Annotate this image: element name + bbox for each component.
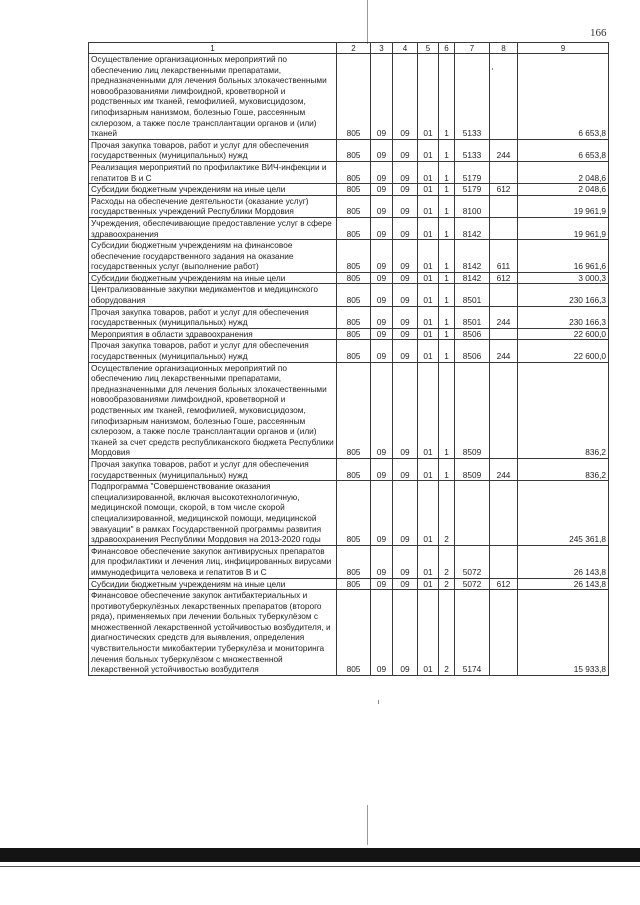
subsection-code-cell: 09: [393, 306, 418, 328]
amount-cell: 19 961,9: [518, 217, 609, 239]
amount-cell: 6 653,8: [518, 54, 609, 140]
table-row: [89, 195, 609, 217]
table-row: [89, 161, 609, 183]
ministry-code-cell: 805: [337, 217, 371, 239]
scan-edge-bar: [0, 848, 640, 862]
subsection-code-cell: 09: [393, 590, 418, 676]
amount-cell: 19 961,9: [518, 195, 609, 217]
section-code-cell: 09: [371, 458, 393, 480]
program-code-cell: 01: [418, 284, 439, 306]
subsection-code-cell: 09: [393, 328, 418, 340]
subprogram-code-cell: 1: [439, 272, 455, 284]
section-code-cell: 09: [371, 272, 393, 284]
target-article-code-cell: 5072: [455, 545, 490, 578]
target-article-code-cell: 8501: [455, 306, 490, 328]
section-code-cell: 09: [371, 306, 393, 328]
program-code-cell: 01: [418, 545, 439, 578]
subsection-code-cell: 09: [393, 340, 418, 362]
expense-type-code-cell: 612: [490, 272, 518, 284]
subprogram-code-cell: 1: [439, 161, 455, 183]
subsection-code-cell: 09: [393, 362, 418, 458]
header-cell: 5: [418, 43, 439, 54]
program-code-cell: 01: [418, 306, 439, 328]
table-row: [89, 240, 609, 273]
amount-cell: 6 653,8: [518, 139, 609, 161]
section-code-cell: 09: [371, 217, 393, 239]
program-code-cell: 01: [418, 458, 439, 480]
row-name-cell: Прочая закупка товаров, работ и услуг для обеспечения государственных (муниципальных) нужд: [89, 139, 337, 161]
ministry-code-cell: 805: [337, 458, 371, 480]
program-code-cell: 01: [418, 328, 439, 340]
row-name-cell: Осуществление организационных мероприятий по обеспечению лиц лекарственными препаратами, предназначенными для лечения больных злокачественными новообразованиями лимфоидной, кроветворной и родственных им тканей, гемофилией, муковисцидозом, гипофизарным нанизмом, болезнью Гоше, рассеянным склерозом, а также после трансплантации органов и (или) тканей за счет средств республиканского бюджета Республики Мордовия: [89, 362, 337, 458]
row-name-cell: Субсидии бюджетным учреждениям на иные цели: [89, 272, 337, 284]
subsection-code-cell: 09: [393, 240, 418, 273]
row-name-cell: Прочая закупка товаров, работ и услуг для обеспечения государственных (муниципальных) нужд: [89, 340, 337, 362]
subprogram-code-cell: 1: [439, 217, 455, 239]
expense-type-code-cell: [490, 328, 518, 340]
table-row: [89, 590, 609, 676]
subprogram-code-cell: 1: [439, 54, 455, 140]
table-row: [89, 272, 609, 284]
table-row: [89, 340, 609, 362]
table-body: [89, 54, 609, 676]
row-name-cell: Учреждения, обеспечивающие предоставление услуг в сфере здравоохранения: [89, 217, 337, 239]
ministry-code-cell: 805: [337, 240, 371, 273]
subsection-code-cell: 09: [393, 184, 418, 196]
expense-type-code-cell: 244: [490, 340, 518, 362]
fold-line-top: [367, 0, 368, 44]
subprogram-code-cell: 1: [439, 240, 455, 273]
amount-cell: 26 143,8: [518, 578, 609, 590]
header-cell: 8: [490, 43, 518, 54]
expense-type-code-cell: [490, 481, 518, 546]
row-name-cell: Централизованные закупки медикаментов и медицинского оборудования: [89, 284, 337, 306]
section-code-cell: 09: [371, 545, 393, 578]
ministry-code-cell: 805: [337, 306, 371, 328]
target-article-code-cell: 8142: [455, 217, 490, 239]
subprogram-code-cell: 1: [439, 139, 455, 161]
subprogram-code-cell: 1: [439, 195, 455, 217]
target-article-code-cell: 8509: [455, 362, 490, 458]
ministry-code-cell: 805: [337, 195, 371, 217]
section-code-cell: 09: [371, 328, 393, 340]
subsection-code-cell: 09: [393, 54, 418, 140]
header-cell: 9: [518, 43, 609, 54]
header-cell: 6: [439, 43, 455, 54]
amount-cell: 836,2: [518, 362, 609, 458]
expense-type-code-cell: 612: [490, 578, 518, 590]
target-article-code-cell: 5133: [455, 54, 490, 140]
table-row: [89, 362, 609, 458]
program-code-cell: 01: [418, 54, 439, 140]
expense-type-code-cell: [490, 545, 518, 578]
section-code-cell: 09: [371, 481, 393, 546]
program-code-cell: 01: [418, 578, 439, 590]
program-code-cell: 01: [418, 362, 439, 458]
ministry-code-cell: 805: [337, 590, 371, 676]
header-cell: 3: [371, 43, 393, 54]
table-row: [89, 458, 609, 480]
subprogram-code-cell: 1: [439, 458, 455, 480]
amount-cell: 22 600,0: [518, 328, 609, 340]
expense-type-code-cell: [490, 284, 518, 306]
program-code-cell: 01: [418, 272, 439, 284]
program-code-cell: 01: [418, 161, 439, 183]
row-name-cell: Прочая закупка товаров, работ и услуг для обеспечения государственных (муниципальных) нужд: [89, 306, 337, 328]
subprogram-code-cell: 2: [439, 481, 455, 546]
ministry-code-cell: 805: [337, 481, 371, 546]
page-number: 166: [590, 27, 607, 39]
expense-type-code-cell: 244: [490, 139, 518, 161]
row-name-cell: Субсидии бюджетным учреждениям на иные цели: [89, 184, 337, 196]
amount-cell: 15 933,8: [518, 590, 609, 676]
subprogram-code-cell: 2: [439, 590, 455, 676]
ministry-code-cell: 805: [337, 328, 371, 340]
subsection-code-cell: 09: [393, 161, 418, 183]
expense-type-code-cell: 244: [490, 306, 518, 328]
row-name-cell: Реализация мероприятий по профилактике ВИЧ-инфекции и гепатитов В и С: [89, 161, 337, 183]
program-code-cell: 01: [418, 139, 439, 161]
subprogram-code-cell: 1: [439, 184, 455, 196]
row-name-cell: Субсидии бюджетным учреждениям на финансовое обеспечение государственного задания на оказание государственных услуг (выполнение работ): [89, 240, 337, 273]
header-cell: 7: [455, 43, 490, 54]
target-article-code-cell: 8506: [455, 340, 490, 362]
subprogram-code-cell: 2: [439, 545, 455, 578]
subsection-code-cell: 09: [393, 217, 418, 239]
table-row: [89, 139, 609, 161]
subprogram-code-cell: 1: [439, 306, 455, 328]
subprogram-code-cell: 1: [439, 328, 455, 340]
amount-cell: 16 961,6: [518, 240, 609, 273]
table-header-row: [89, 43, 609, 54]
target-article-code-cell: 8506: [455, 328, 490, 340]
row-name-cell: Субсидии бюджетным учреждениям на иные цели: [89, 578, 337, 590]
section-code-cell: 09: [371, 284, 393, 306]
ministry-code-cell: 805: [337, 184, 371, 196]
program-code-cell: 01: [418, 481, 439, 546]
amount-cell: 22 600,0: [518, 340, 609, 362]
section-code-cell: 09: [371, 139, 393, 161]
table-row: [89, 306, 609, 328]
program-code-cell: 01: [418, 340, 439, 362]
row-name-cell: Прочая закупка товаров, работ и услуг для обеспечения государственных (муниципальных) нужд: [89, 458, 337, 480]
expense-type-code-cell: [490, 217, 518, 239]
subprogram-code-cell: 1: [439, 284, 455, 306]
ministry-code-cell: 805: [337, 284, 371, 306]
amount-cell: 245 361,8: [518, 481, 609, 546]
section-code-cell: 09: [371, 240, 393, 273]
row-name-cell: Финансовое обеспечение закупок антибактериальных и противотуберкулёзных лекарственных препаратов (второго ряда), применяемых при лечении больных туберкулёзом с множественной лекарственной устойчивостью возбудителя, и диагностических средств для выявления, определения чувствительности микобактерии туберкулёза и мониторинга лечения больных туберкулёзом с множественной лекарственной устойчивостью возбудителя: [89, 590, 337, 676]
expense-type-code-cell: [490, 590, 518, 676]
subsection-code-cell: 09: [393, 284, 418, 306]
header-cell: 1: [89, 43, 337, 54]
target-article-code-cell: 8142: [455, 272, 490, 284]
expense-type-code-cell: [490, 195, 518, 217]
program-code-cell: 01: [418, 184, 439, 196]
subsection-code-cell: 09: [393, 481, 418, 546]
amount-cell: 2 048,6: [518, 184, 609, 196]
table-row: [89, 217, 609, 239]
amount-cell: 836,2: [518, 458, 609, 480]
subsection-code-cell: 09: [393, 458, 418, 480]
target-article-code-cell: 5133: [455, 139, 490, 161]
ministry-code-cell: 805: [337, 578, 371, 590]
ministry-code-cell: 805: [337, 545, 371, 578]
amount-cell: 230 166,3: [518, 306, 609, 328]
row-name-cell: Расходы на обеспечение деятельности (оказание услуг) государственных учреждений Республики Мордовия: [89, 195, 337, 217]
row-name-cell: Подпрограмма "Совершенствование оказания специализированной, включая высокотехнологичную, медицинской помощи, скорой, в том числе скорой специализированной, медицинской помощи, медицинской эвакуации" в рамках Государственной программы развития здравоохранения Республики Мордовия на 2013-2020 годы: [89, 481, 337, 546]
table-row: [89, 481, 609, 546]
target-article-code-cell: 5072: [455, 578, 490, 590]
expense-type-code-cell: 244: [490, 458, 518, 480]
program-code-cell: 01: [418, 217, 439, 239]
ministry-code-cell: 805: [337, 139, 371, 161]
ministry-code-cell: 805: [337, 54, 371, 140]
section-code-cell: 09: [371, 590, 393, 676]
target-article-code-cell: [455, 481, 490, 546]
header-cell: 2: [337, 43, 371, 54]
target-article-code-cell: 8501: [455, 284, 490, 306]
target-article-code-cell: 8142: [455, 240, 490, 273]
amount-cell: 2 048,6: [518, 161, 609, 183]
target-article-code-cell: 5174: [455, 590, 490, 676]
expense-type-code-cell: [490, 161, 518, 183]
section-code-cell: 09: [371, 161, 393, 183]
target-article-code-cell: 5179: [455, 184, 490, 196]
program-code-cell: 01: [418, 195, 439, 217]
amount-cell: 3 000,3: [518, 272, 609, 284]
expense-type-code-cell: 612: [490, 184, 518, 196]
subsection-code-cell: 09: [393, 578, 418, 590]
target-article-code-cell: 8509: [455, 458, 490, 480]
amount-cell: 230 166,3: [518, 284, 609, 306]
table-row: [89, 184, 609, 196]
program-code-cell: 01: [418, 240, 439, 273]
subsection-code-cell: 09: [393, 272, 418, 284]
section-code-cell: 09: [371, 362, 393, 458]
scan-speck: [378, 700, 379, 704]
program-code-cell: 01: [418, 590, 439, 676]
target-article-code-cell: 8100: [455, 195, 490, 217]
expense-type-code-cell: [490, 362, 518, 458]
header-cell: 4: [393, 43, 418, 54]
subsection-code-cell: 09: [393, 545, 418, 578]
budget-table: [88, 42, 609, 676]
row-name-cell: Осуществление организационных мероприятий по обеспечению лиц лекарственными препаратами, предназначенными для лечения больных злокачественными новообразованиями лимфоидной, кроветворной и родственных им тканей, гемофилией, муковисцидозом, гипофизарным нанизмом, болезнью Гоше, рассеянным склерозом, а также после трансплантации органов и (или) тканей: [89, 54, 337, 140]
amount-cell: 26 143,8: [518, 545, 609, 578]
subsection-code-cell: 09: [393, 139, 418, 161]
section-code-cell: 09: [371, 54, 393, 140]
section-code-cell: 09: [371, 184, 393, 196]
expense-type-code-cell: [490, 54, 518, 140]
section-code-cell: 09: [371, 578, 393, 590]
table-row: [89, 578, 609, 590]
expense-type-code-cell: 611: [490, 240, 518, 273]
subprogram-code-cell: 1: [439, 340, 455, 362]
ministry-code-cell: 805: [337, 272, 371, 284]
subprogram-code-cell: 1: [439, 362, 455, 458]
table-row: [89, 328, 609, 340]
section-code-cell: 09: [371, 340, 393, 362]
subprogram-code-cell: 2: [439, 578, 455, 590]
ministry-code-cell: 805: [337, 362, 371, 458]
ministry-code-cell: 805: [337, 340, 371, 362]
section-code-cell: 09: [371, 195, 393, 217]
row-name-cell: Финансовое обеспечение закупок антивирусных препаратов для профилактики и лечения лиц, инфицированных вирусами иммунодефицита человека и гепатитов В и С: [89, 545, 337, 578]
table-row: [89, 545, 609, 578]
scan-edge-line: [0, 866, 640, 867]
ministry-code-cell: 805: [337, 161, 371, 183]
table-row: [89, 284, 609, 306]
table-row: [89, 54, 609, 140]
fold-line-bottom: [367, 805, 368, 845]
row-name-cell: Мероприятия в области здравоохранения: [89, 328, 337, 340]
target-article-code-cell: 5179: [455, 161, 490, 183]
subsection-code-cell: 09: [393, 195, 418, 217]
